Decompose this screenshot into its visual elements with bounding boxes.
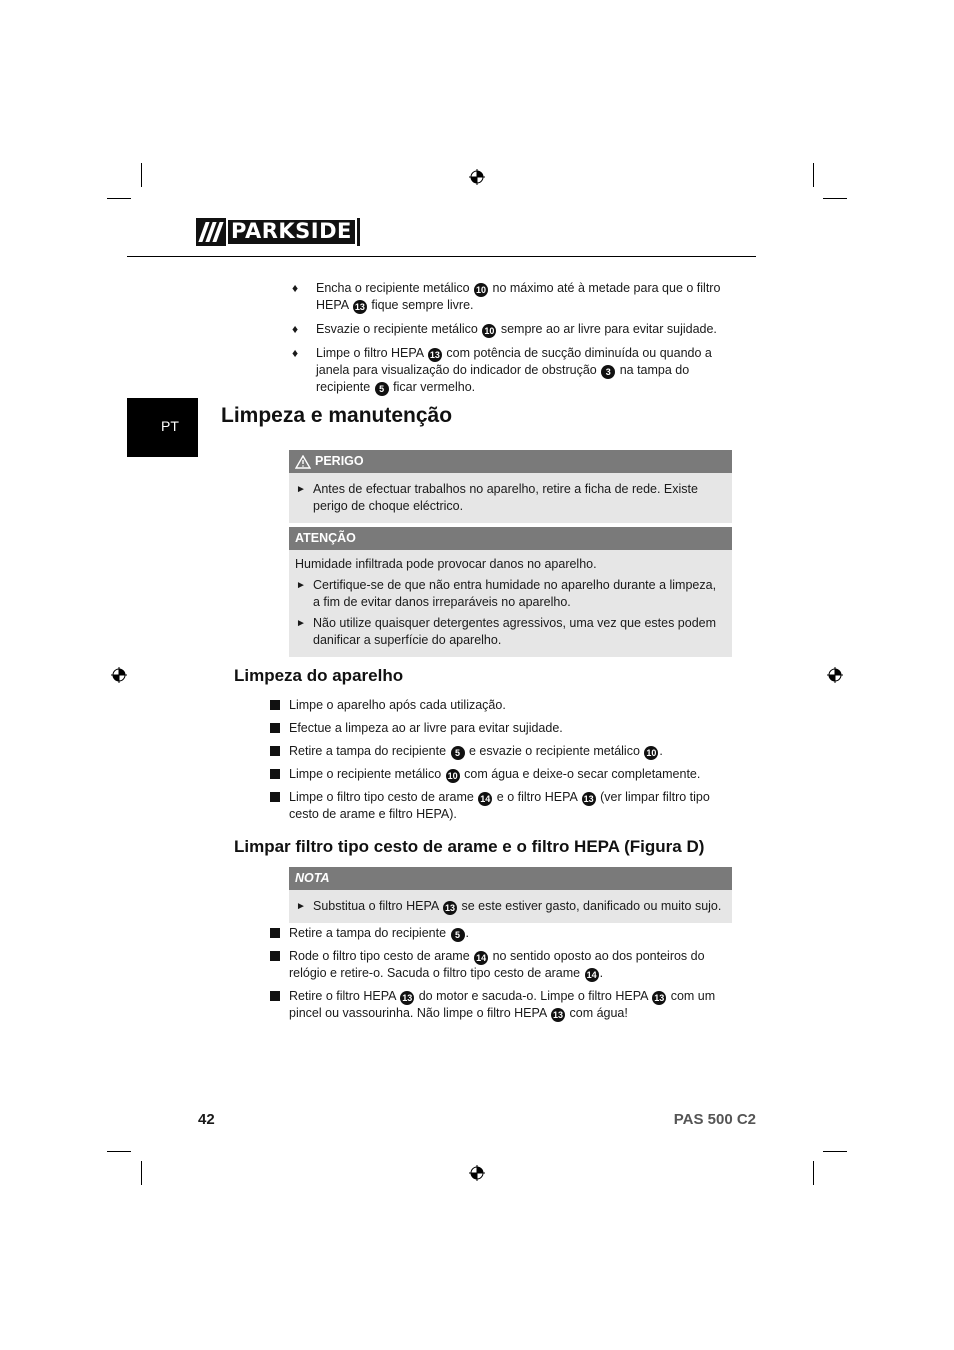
list-item-text: e esvazie o recipiente metálico — [465, 744, 644, 758]
list-item-text: . — [599, 966, 604, 980]
crop-mark — [141, 1161, 142, 1185]
list-item — [270, 988, 720, 1022]
reference-number-badge: 3 — [601, 365, 615, 379]
list-item-text: Esvazie o recipiente metálico — [316, 322, 482, 336]
arrow-bullet-icon: ► — [296, 901, 306, 912]
diamond-bullet-icon: ♦ — [292, 281, 299, 295]
filter-heading: Limpar filtro tipo cesto de arame e o filtro HEPA (Figura D) — [234, 837, 705, 856]
model-name: PAS 500 C2 — [673, 1111, 756, 1128]
list-item-text: no máximo até à metade para que o filtro HEPA — [316, 281, 721, 312]
attention-item — [295, 615, 722, 649]
reference-number-badge: 10 — [447, 771, 458, 781]
page-number: 42 — [198, 1111, 215, 1128]
square-bullet-icon — [270, 723, 280, 733]
list-item-text: . — [465, 926, 469, 940]
intro-bullet-list — [292, 280, 732, 403]
cleaning-heading: Limpeza do aparelho — [234, 666, 404, 685]
list-item-text: Limpe o filtro HEPA — [316, 346, 427, 360]
reference-number-badge: 5 — [451, 928, 465, 942]
logo-slashes-icon — [202, 222, 220, 242]
registration-mark-icon — [827, 667, 843, 683]
attention-item-text: Certifique-se de que não entra humidade no aparelho durante a limpeza, a fim de evitar danos irreparáveis no aparelho. — [313, 578, 717, 609]
list-item-text: Rode o filtro tipo cesto de arame — [289, 949, 474, 963]
reference-number-badge: 13 — [444, 903, 455, 913]
list-item-text: . — [659, 744, 663, 758]
danger-box-body — [289, 473, 732, 523]
list-item-text: com água! — [566, 1006, 628, 1020]
list-item-text: ficar vermelho. — [389, 380, 476, 394]
list-item-text: sempre ao ar livre para evitar sujidade. — [497, 322, 717, 336]
list-item-text: Retire a tampa do recipiente — [289, 744, 450, 758]
attention-box-heading: ATENÇÃO — [295, 531, 356, 545]
list-item-text: com um pincel ou vassourinha. Não limpe o filtro HEPA — [289, 989, 716, 1020]
section-title: Limpeza e manutenção — [221, 404, 453, 427]
diamond-bullet-icon: ♦ — [292, 346, 299, 360]
registration-mark-icon — [469, 1165, 485, 1181]
attention-item-text: Não utilize quaisquer detergentes agressivos, uma vez que estes podem danificar a superfície do aparelho. — [313, 616, 717, 647]
parkside-logo — [196, 218, 360, 246]
list-item — [292, 280, 732, 314]
reference-number-badge: 5 — [451, 746, 465, 760]
danger-box — [289, 450, 732, 523]
square-bullet-icon — [270, 746, 280, 756]
attention-box-body — [289, 550, 732, 657]
attention-box-header — [289, 527, 732, 550]
arrow-bullet-icon: ► — [296, 618, 306, 629]
list-item-text: com água e deixe-o secar completamente. — [460, 767, 701, 781]
list-item-text: Limpe o recipiente metálico — [289, 767, 445, 781]
list-item-text: do motor e sacuda-o. Limpe o filtro HEPA — [415, 989, 652, 1003]
list-item — [270, 743, 720, 760]
list-item — [270, 766, 720, 783]
list-item-text: Efectue a limpeza ao ar livre para evitar sujidade. — [289, 721, 563, 735]
note-box-body — [289, 890, 732, 923]
crop-mark — [141, 163, 142, 187]
list-item — [270, 720, 720, 737]
reference-number-badge: 13 — [354, 302, 365, 312]
crop-mark — [823, 198, 847, 199]
danger-item — [295, 481, 722, 515]
list-item-text: Encha o recipiente metálico — [316, 281, 474, 295]
language-tab-label: PT — [161, 418, 179, 434]
list-item-text: (ver limpar filtro tipo cesto de arame e filtro HEPA). — [289, 790, 710, 821]
crop-mark — [107, 198, 131, 199]
language-tab — [127, 398, 198, 457]
list-item-text: com potência de sucção diminuída ou quando a janela para visualização do indicador de obstrução — [316, 346, 712, 377]
logo-wordmark — [226, 218, 357, 246]
reference-number-badge: 14 — [586, 970, 597, 980]
filter-list — [270, 925, 720, 1028]
crop-mark — [813, 163, 814, 187]
square-bullet-icon — [270, 928, 280, 938]
crop-mark — [823, 1151, 847, 1152]
registration-mark-icon — [111, 667, 127, 683]
reference-number-badge: 14 — [480, 794, 491, 804]
danger-box-heading: PERIGO — [315, 454, 364, 468]
note-box — [289, 867, 732, 923]
reference-number-badge: 13 — [553, 1010, 564, 1020]
reference-number-badge: 13 — [654, 993, 665, 1003]
danger-box-header — [289, 450, 732, 473]
list-item-text: e o filtro HEPA — [493, 790, 581, 804]
registration-mark-icon — [469, 169, 485, 185]
list-item — [270, 789, 720, 823]
list-item — [295, 898, 722, 915]
list-item — [292, 345, 732, 396]
note-box-heading: NOTA — [295, 871, 330, 885]
warning-triangle-icon — [295, 455, 311, 469]
square-bullet-icon — [270, 991, 280, 1001]
square-bullet-icon — [270, 792, 280, 802]
attention-intro: Humidade infiltrada pode provocar danos no aparelho. — [295, 557, 597, 571]
reference-number-badge: 10 — [476, 285, 487, 295]
danger-item-text: Antes de efectuar trabalhos no aparelho, retire a ficha de rede. Existe perigo de choque eléctrico. — [313, 482, 698, 513]
list-item-text: Limpe o filtro tipo cesto de arame — [289, 790, 478, 804]
crop-mark — [813, 1161, 814, 1185]
arrow-bullet-icon: ► — [296, 580, 306, 591]
list-item-text: no sentido oposto ao dos ponteiros do relógio e retire-o. Sacuda o filtro tipo cesto de arame — [289, 949, 705, 980]
square-bullet-icon — [270, 700, 280, 710]
reference-number-badge: 14 — [476, 953, 487, 963]
list-item-text: Limpe o aparelho após cada utilização. — [289, 698, 506, 712]
square-bullet-icon — [270, 951, 280, 961]
reference-number-badge: 5 — [375, 382, 389, 396]
reference-number-badge: 13 — [429, 350, 440, 360]
list-item-text: Retire a tampa do recipiente — [289, 926, 450, 940]
reference-number-badge: 13 — [402, 993, 413, 1003]
crop-mark — [107, 1151, 131, 1152]
attention-box — [289, 527, 732, 657]
list-item — [270, 697, 720, 714]
note-box-header — [289, 867, 732, 890]
cleaning-list — [270, 697, 720, 829]
list-item — [270, 925, 720, 942]
list-item-text: fique sempre livre. — [367, 298, 474, 312]
reference-number-badge: 13 — [583, 794, 594, 804]
list-item-text: Substitua o filtro HEPA — [313, 899, 442, 913]
list-item-text: se este estiver gasto, danificado ou muito sujo. — [458, 899, 722, 913]
list-item-text: Retire o filtro HEPA — [289, 989, 400, 1003]
diamond-bullet-icon: ♦ — [292, 322, 299, 336]
list-item — [292, 321, 732, 338]
attention-item — [295, 577, 722, 611]
logo-text: PARKSIDE — [231, 219, 352, 243]
reference-number-badge: 10 — [646, 748, 657, 758]
list-item-text: na tampa do recipiente — [316, 363, 690, 394]
header-rule — [127, 256, 756, 257]
arrow-bullet-icon: ► — [296, 484, 306, 495]
list-item — [270, 948, 720, 982]
reference-number-badge: 10 — [484, 326, 495, 336]
square-bullet-icon — [270, 769, 280, 779]
